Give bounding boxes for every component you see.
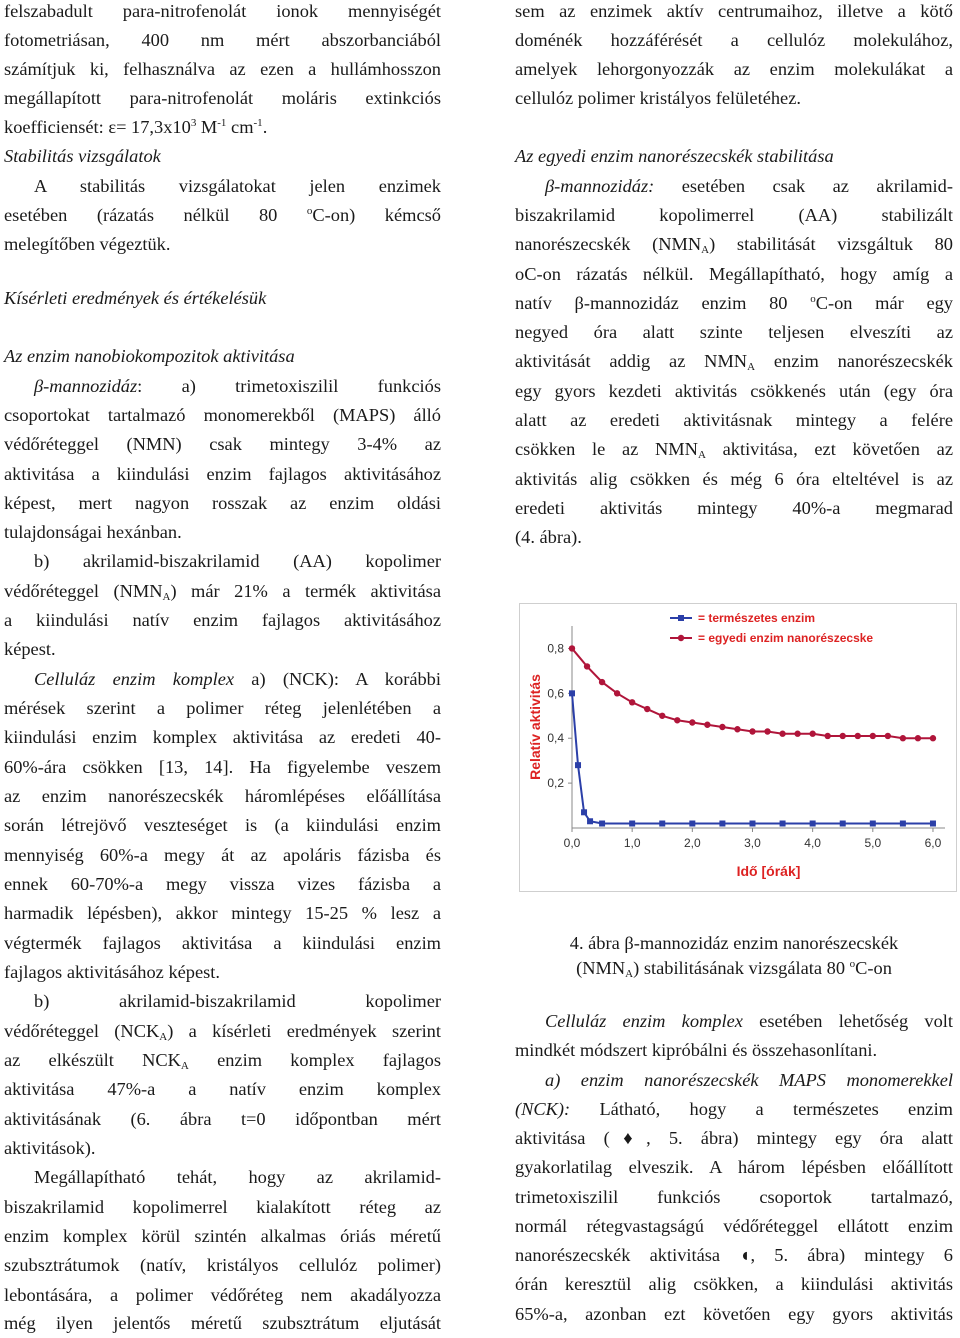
y-tick-label: 0,2 <box>547 776 564 791</box>
text-line: mérések szerint a polimer réteg jelenlétében a <box>4 698 441 718</box>
data-point-circle <box>930 735 936 741</box>
data-point-circle <box>779 731 785 737</box>
subscript: A <box>180 1060 189 1072</box>
data-point-square <box>581 809 587 815</box>
superscript: o <box>849 958 856 970</box>
text-line: aktivitásának (6. ábra t=0 időpontban mért <box>4 1109 441 1129</box>
text-line: gyakorlatilag elveszik. A három lépésben előállított <box>515 1157 953 1177</box>
text-run: a) (NCK): A korábbi <box>234 669 441 689</box>
text-run: esetében lehetőség volt <box>742 1011 953 1031</box>
x-tick-label: 1,0 <box>623 836 641 850</box>
text-run: Celluláz enzim komplex <box>34 669 235 689</box>
text-line: a kiindulási natív enzim fajlagos aktivitásához <box>4 610 441 630</box>
superscript: -1 <box>253 117 263 129</box>
data-point-square <box>810 821 816 827</box>
text-line <box>515 172 953 201</box>
section-heading-nano-stability: Az egyedi enzim nanorészecskék stabilitása <box>515 146 834 166</box>
section-heading-stability: Stabilitás vizsgálatok <box>4 146 161 166</box>
text-line: aktivitása (♦, 5. ábra) mintegy egy óra alatt <box>515 1128 953 1148</box>
legend-marker-square <box>678 615 684 621</box>
superscript: -1 <box>217 117 227 129</box>
section-heading-results: Kísérleti eredmények és értékelésük <box>4 288 267 308</box>
figure-4-chart <box>519 603 957 892</box>
data-point-circle <box>629 699 635 705</box>
text-run: β-mannozidáz: <box>545 176 655 196</box>
text-line: szubsztrátumok (natív, kristályos cellulóz polimer) <box>4 1255 441 1275</box>
text-line <box>4 577 441 606</box>
text-line: tulajdonságai hexánban. <box>4 522 182 542</box>
data-point-square <box>689 821 695 827</box>
text-line: mennyiség 60%-a megy át az apoláris fázisba és <box>4 845 441 865</box>
text-line <box>515 1007 953 1036</box>
data-point-circle <box>704 722 710 728</box>
data-point-circle <box>915 735 921 741</box>
subsection-heading-nano: Az enzim nanobiokompozitok aktivitása <box>4 346 295 366</box>
data-point-square <box>599 821 605 827</box>
text-line: védőréteggel (NMN) csak mintegy 3-4% az <box>4 434 441 454</box>
superscript: o <box>810 293 816 305</box>
data-point-circle <box>809 731 815 737</box>
data-point-circle <box>674 717 680 723</box>
superscript: o <box>306 205 313 217</box>
series-line-2 <box>572 648 933 738</box>
data-point-circle <box>569 645 575 651</box>
text-run: aktivitása, ezt követően az <box>705 439 953 459</box>
text-line: lebontására, a polimer védőréteg nem akadályozza <box>4 1285 441 1305</box>
data-point-circle <box>824 733 830 739</box>
text-line: a) enzim nanorészecskék MAPS monomerekkel <box>545 1070 953 1090</box>
text-line: képest. <box>4 639 56 659</box>
text-run: védőréteggel (NCK <box>4 1021 160 1041</box>
text-run: C-on már egy <box>815 293 953 313</box>
data-point-circle <box>734 726 740 732</box>
data-point-square <box>780 821 786 827</box>
text-line: doménék hozzáférését a cellulóz molekulához, <box>515 30 953 50</box>
text-run: koefficiensét: ε= 17,3x10 <box>4 117 191 137</box>
text-line: az enzim nanorészecskék háromlépéses előállítása <box>4 786 441 806</box>
text-run: M <box>196 117 218 137</box>
text-line: A stabilitás vizsgálatokat jelen enzimek <box>34 176 441 196</box>
text-line: felszabadult para-nitrofenolát ionok mennyiségét <box>4 1 441 21</box>
data-point-circle <box>719 724 725 730</box>
y-tick-label: 0,4 <box>547 731 564 746</box>
text-line <box>515 347 953 376</box>
text-line: számítjuk ki, felhasználva az ezen a hullámhosszon <box>4 59 441 79</box>
text-run: ) már 21% a termék aktivitása <box>170 581 441 601</box>
text-line: eredeti aktivitás mintegy 40%-a megmarad <box>515 498 953 518</box>
text-run: védőréteggel (NMN <box>4 581 163 601</box>
text-line: Megállapítható tehát, hogy az akrilamid- <box>34 1167 441 1187</box>
text-line <box>515 1095 953 1124</box>
x-tick-label: 4,0 <box>804 836 821 850</box>
text-line: biszakrilamid kopolimerrel (AA) stabilizált <box>515 205 953 225</box>
text-line <box>4 665 441 694</box>
text-run: . <box>262 117 268 137</box>
text-run: cm <box>226 117 254 137</box>
text-line: amelyek lehorgonyozzák az enzim molekulákat a <box>515 59 953 79</box>
text-line: megállapított para-nitrofenolát moláris extinkciós <box>4 88 441 108</box>
text-line: 65%-a, azonban ezt követően egy gyors aktivitás <box>515 1304 953 1324</box>
x-tick-label: 5,0 <box>864 836 882 850</box>
subscript: A <box>747 361 756 373</box>
y-tick-label: 0,6 <box>547 686 564 701</box>
data-point-circle <box>855 733 861 739</box>
text-line: egy gyors kezdeti aktivitás csökkenés után (egy óra <box>515 381 953 401</box>
text-line: még ilyen jelentős méretű szubsztrátum eljutását <box>4 1313 441 1333</box>
x-tick-label: 0,0 <box>563 836 581 850</box>
text-line: ennek 60-70%-a megy vissza vizes fázisba a <box>4 874 441 894</box>
text-run: az elkészült NCK <box>4 1050 181 1070</box>
data-point-square <box>749 821 755 827</box>
superscript: 3 <box>190 117 197 129</box>
data-point-square <box>629 821 635 827</box>
x-tick-label: 2,0 <box>683 836 701 850</box>
text-line: nanorészecskék aktivitása ◖, 5. ábra) mintegy 6 <box>515 1245 953 1265</box>
text-run: : a) trimetoxiszilil funkciós <box>137 376 441 396</box>
text-run: C-on <box>855 958 892 978</box>
text-line: 60%-ára csökken [13, 14]. Ha figyelembe veszem <box>4 757 441 777</box>
legend-marker-circle <box>678 635 684 641</box>
text-line: b) akrilamid-biszakrilamid kopolimer <box>34 991 441 1011</box>
data-point-circle <box>900 735 906 741</box>
data-point-circle <box>584 663 590 669</box>
subscript: A <box>625 968 634 980</box>
figure-caption: 4. ábra β-mannozidáz enzim nanorészecskék <box>569 933 899 953</box>
text-line: b) akrilamid-biszakrilamid (AA) kopolimer <box>34 551 441 571</box>
text-run: natív β-mannozidáz enzim 80 <box>515 293 811 313</box>
text-run: Látható, hogy a természetes enzim <box>570 1099 953 1119</box>
text-line <box>4 201 441 230</box>
text-line: kiindulási enzim komplex aktivitása az eredeti 40- <box>4 727 441 747</box>
y-axis-label: Relatív aktivitás <box>527 674 543 780</box>
data-point-square <box>719 821 725 827</box>
text-line: aktivitása 47%-a a natív enzim komplex <box>4 1079 441 1099</box>
data-point-square <box>900 821 906 827</box>
text-line: melegítőben végeztük. <box>4 234 171 254</box>
text-line: normál rétegvastagságú védőréteggel ellátott enzim <box>515 1216 953 1236</box>
text-line <box>4 113 441 142</box>
data-point-square <box>659 821 665 827</box>
x-tick-label: 3,0 <box>744 836 761 850</box>
data-point-square <box>930 821 936 827</box>
subscript: A <box>162 591 171 603</box>
text-line: negyed óra alatt szinte teljesen elveszíti az <box>515 322 953 342</box>
text-line: aktivitása a kiindulási enzim fajlagos aktivitásához <box>4 464 441 484</box>
legend-label: = egyedi enzim nanorészecske <box>698 631 874 645</box>
data-point-circle <box>599 679 605 685</box>
text-run: esetében csak az akrilamid- <box>654 176 953 196</box>
text-line: sem az enzimek aktív centrumaihoz, illetve a kötő <box>515 1 953 21</box>
text-line <box>515 289 953 318</box>
text-line: aktivitás alig csökken és még 6 óra elteltével is az <box>515 469 953 489</box>
text-line <box>4 1017 441 1046</box>
text-run: ) stabilitását vizsgáltuk 80 <box>709 234 953 254</box>
text-run: csökken le az NMN <box>515 439 698 459</box>
text-run: enzim nanorészecskék <box>755 351 953 371</box>
data-point-square <box>587 818 593 824</box>
subscript: A <box>701 244 710 256</box>
text-line: fotometriásan, 400 nm mért abszorbanciából <box>4 30 441 50</box>
text-line: trimetoxiszilil funkciós csoportok tartalmazó, <box>515 1187 953 1207</box>
text-run: (NMN <box>576 958 626 978</box>
y-tick-label: 0,8 <box>547 641 564 656</box>
text-line: enzim komplex körül szintén alkalmas óriás méretű <box>4 1226 441 1246</box>
data-point-square <box>569 690 575 696</box>
stability-chart <box>520 604 956 891</box>
text-run: ) a kísérleti eredmények szerint <box>167 1021 441 1041</box>
text-line: harmadik lépésben), akkor mintegy 15-25 % lesz a <box>4 903 441 923</box>
data-point-circle <box>764 728 770 734</box>
text-line: képest, mert nagyon rosszak az enzim oldási <box>4 493 441 513</box>
data-point-circle <box>794 731 800 737</box>
x-tick-label: 6,0 <box>924 836 942 850</box>
text-line: cellulóz polimer kristályos felületéhez. <box>515 88 801 108</box>
text-run: C-on) kémcső <box>312 205 441 225</box>
text-line: fajlagos aktivitásához képest. <box>4 962 221 982</box>
text-line <box>4 1046 441 1075</box>
text-line: oC-on rázatás nélkül. Megállapítható, hogy amíg a <box>515 264 953 284</box>
text-run: enzim komplex fajlagos <box>188 1050 441 1070</box>
data-point-circle <box>614 690 620 696</box>
text-line: végtermék fajlagos aktivitása a kiindulási enzim <box>4 933 441 953</box>
text-line: biszakrilamid kopolimerrel kialakított réteg az <box>4 1197 441 1217</box>
data-point-square <box>575 762 581 768</box>
text-run: β-mannozidáz <box>34 376 138 396</box>
series-line-1 <box>572 693 933 823</box>
text-line: mindkét módszert kipróbálni és összehasonlítani. <box>515 1040 878 1060</box>
text-run: ) stabilitásának vizsgálata 80 <box>633 958 850 978</box>
figure-caption <box>515 954 953 983</box>
data-point-circle <box>870 733 876 739</box>
data-point-square <box>870 821 876 827</box>
text-run: Celluláz enzim komplex <box>545 1011 743 1031</box>
subscript: A <box>159 1031 168 1043</box>
text-line: órán keresztül alig csökken, a kiindulási aktivitás <box>515 1274 953 1294</box>
data-point-circle <box>689 719 695 725</box>
text-run: aktivitását addig az NMN <box>515 351 748 371</box>
text-line <box>515 230 953 259</box>
text-line: (4. ábra). <box>515 527 582 547</box>
legend-label: = természetes enzim <box>698 611 816 625</box>
data-point-circle <box>840 733 846 739</box>
data-point-square <box>840 821 846 827</box>
text-line: során létrejövő veszteséget is (a kiindulási enzim <box>4 815 441 835</box>
text-line: alatt az eredeti aktivitásnak mintegy a felére <box>515 410 953 430</box>
data-point-circle <box>885 733 891 739</box>
text-run: nanorészecskék (NMN <box>515 234 702 254</box>
data-point-circle <box>644 706 650 712</box>
text-line <box>4 372 441 401</box>
data-point-circle <box>659 713 665 719</box>
data-point-circle <box>749 728 755 734</box>
text-line <box>515 435 953 464</box>
x-axis-label: Idő [órák] <box>736 863 801 879</box>
subscript: A <box>697 449 706 461</box>
text-line: csoportokat tartalmazó monomerekből (MAPS) álló <box>4 405 441 425</box>
text-run: (NCK): <box>515 1099 571 1119</box>
text-run: esetében (rázatás nélkül 80 <box>4 205 307 225</box>
text-line: aktivitások). <box>4 1138 96 1158</box>
